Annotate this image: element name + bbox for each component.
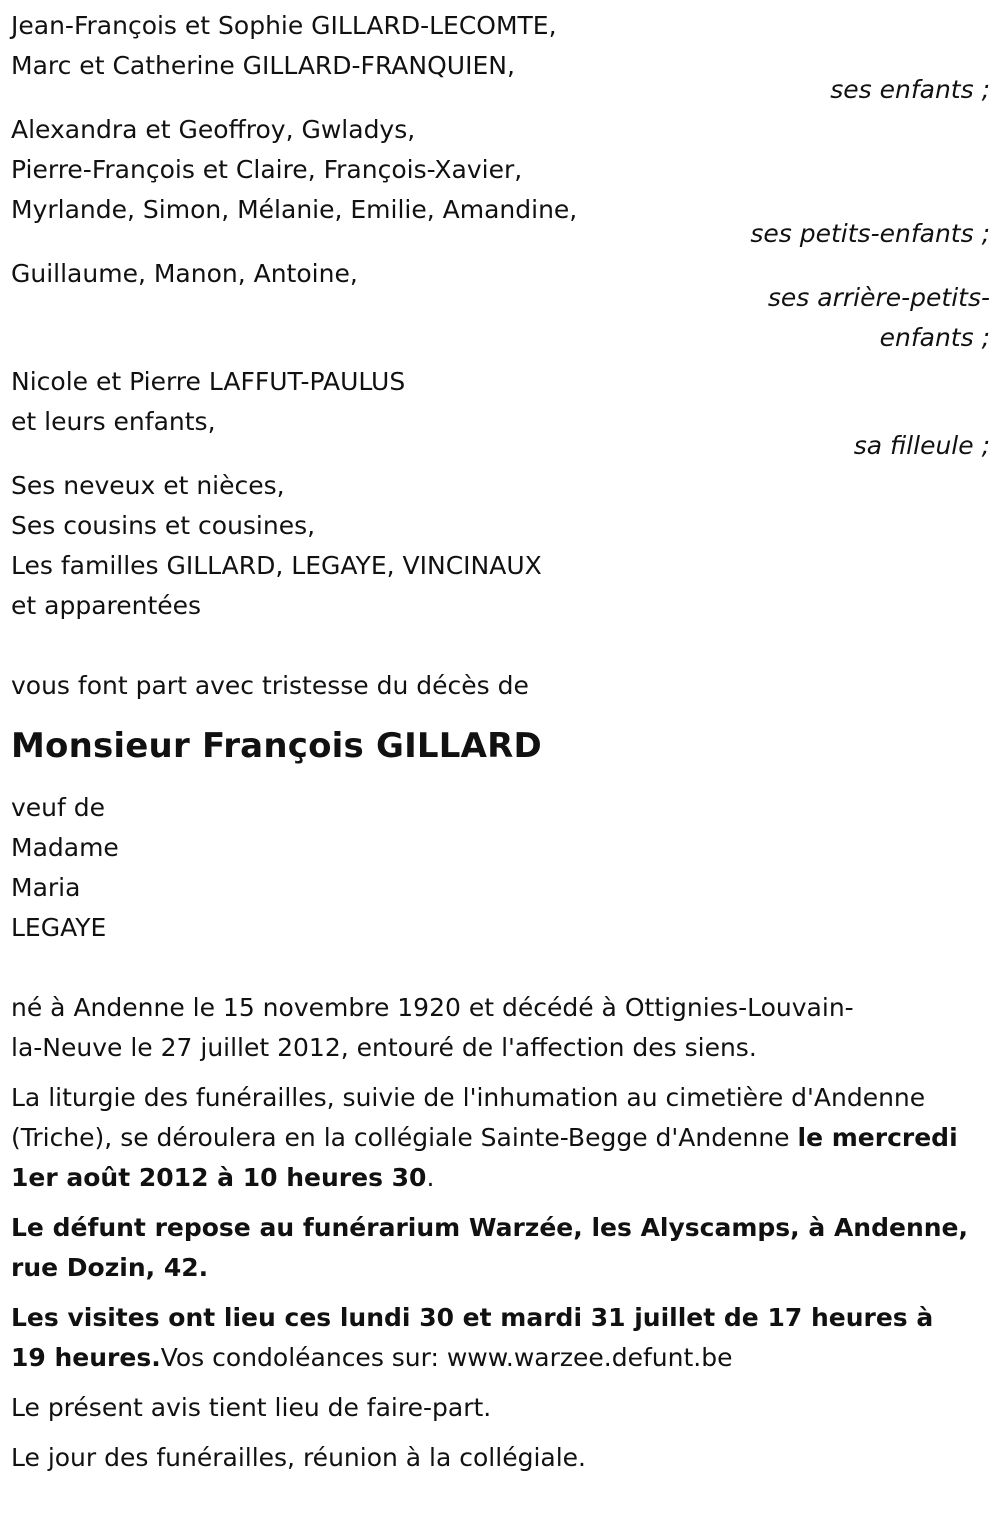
- meeting-text: Le jour des funérailles, réunion à la collégiale.: [11, 1443, 586, 1472]
- goddaughter-line: et leurs enfants,: [11, 407, 216, 436]
- great-grandchildren-line: Guillaume, Manon, Antoine,: [11, 259, 358, 288]
- condolences-text: Vos condoléances sur: www.warzee.defunt.be: [160, 1343, 733, 1372]
- widower-line: Maria: [11, 873, 81, 902]
- children-section: [11, 6, 990, 110]
- widower-line: Madame: [11, 833, 119, 862]
- liturgy-end: .: [426, 1163, 435, 1192]
- grandchildren-role: ses petits-enfants ;: [750, 219, 990, 248]
- deceased-name: Monsieur François GILLARD: [11, 726, 542, 766]
- goddaughter-line: Nicole et Pierre LAFFUT-PAULUS: [11, 367, 406, 396]
- children-role: ses enfants ;: [830, 75, 990, 104]
- relatives-line: et apparentées: [11, 591, 202, 620]
- grandchildren-section: [11, 110, 990, 254]
- relatives-line: Ses neveux et nièces,: [11, 471, 285, 500]
- children-line: Marc et Catherine GILLARD-FRANQUIEN,: [11, 51, 515, 80]
- great-grandchildren-role-line1: ses arrière-petits-: [767, 283, 990, 312]
- widower-line: veuf de: [11, 793, 106, 822]
- grandchildren-line: Alexandra et Geoffroy, Gwladys,: [11, 115, 416, 144]
- relatives-line: Ses cousins et cousines,: [11, 511, 316, 540]
- birth-death-section: [11, 988, 990, 1068]
- rest-paragraph: [11, 1208, 971, 1288]
- relatives-section: [11, 466, 990, 626]
- goddaughter-role: sa filleule ;: [853, 431, 990, 460]
- birth-death-line: la-Neuve le 27 juillet 2012, entouré de l'affection des siens.: [11, 1033, 757, 1062]
- birth-death-line: né à Andenne le 15 novembre 1920 et décédé à Ottignies-Louvain-: [11, 993, 854, 1022]
- liturgy-date: le mercredi 1er août 2012 à 10 heures 30: [11, 1123, 958, 1192]
- visits-text: Les visites ont lieu ces lundi 30 et mardi 31 juillet de 17 heures à 19 heures.: [11, 1303, 934, 1372]
- liturgy-paragraph: [11, 1078, 986, 1198]
- liturgy-text: La liturgie des funérailles, suivie de l'inhumation au cimetière d'Andenne (Triche), se déroulera en la collégiale Sainte-Begge d'Andenne: [11, 1083, 926, 1152]
- visits-paragraph: [11, 1298, 971, 1378]
- great-grandchildren-section: [11, 254, 990, 358]
- widower-section: [11, 788, 990, 948]
- relatives-line: Les familles GILLARD, LEGAYE, VINCINAUX: [11, 551, 542, 580]
- announcement-text: vous font part avec tristesse du décès de: [11, 671, 529, 700]
- children-line: Jean-François et Sophie GILLARD-LECOMTE,: [11, 11, 557, 40]
- notice-text: Le présent avis tient lieu de faire-part.: [11, 1393, 492, 1422]
- grandchildren-line: Myrlande, Simon, Mélanie, Emilie, Amandine,: [11, 195, 578, 224]
- rest-text: Le défunt repose au funérarium Warzée, les Alyscamps, à Andenne, rue Dozin, 42.: [11, 1213, 968, 1282]
- grandchildren-line: Pierre-François et Claire, François-Xavier,: [11, 155, 523, 184]
- great-grandchildren-role-line2: enfants ;: [879, 323, 990, 352]
- goddaughter-section: [11, 362, 990, 466]
- widower-line: LEGAYE: [11, 913, 107, 942]
